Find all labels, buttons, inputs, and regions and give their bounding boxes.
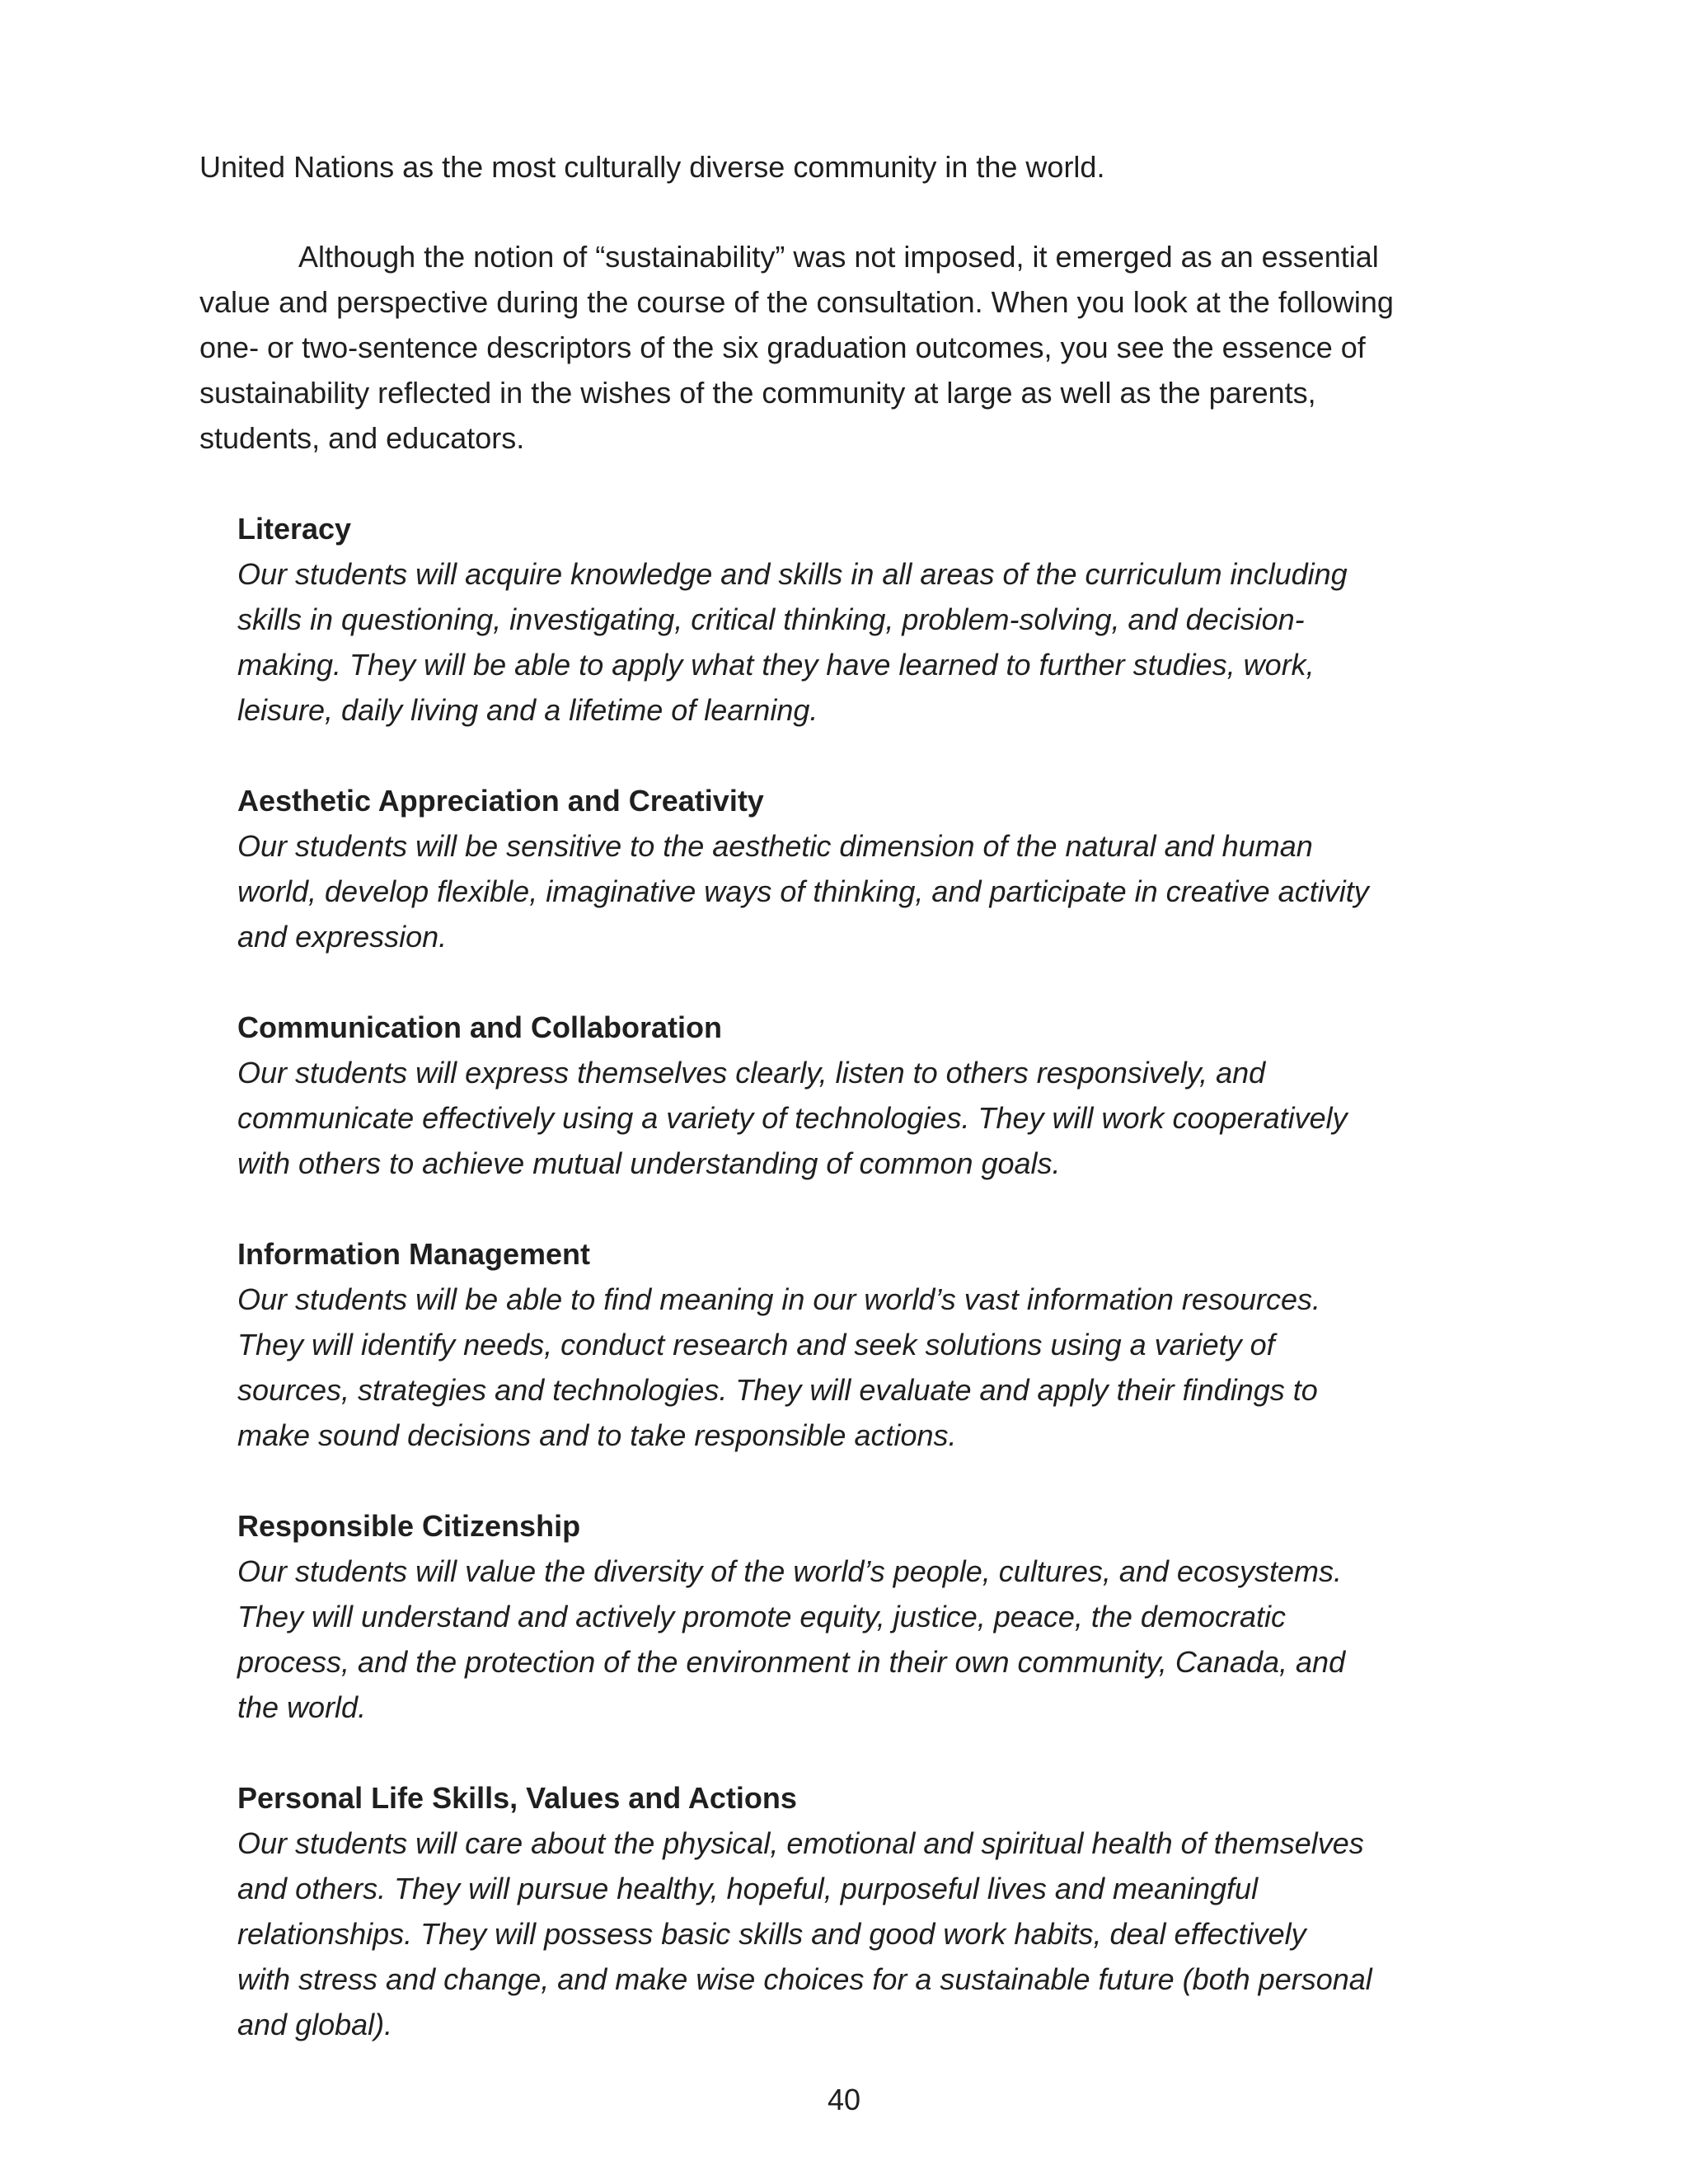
outcome-text-line: Our students will acquire knowledge and skills in all areas of the curriculum including (237, 557, 1348, 591)
outcome-heading: Personal Life Skills, Values and Actions (237, 1781, 797, 1815)
paragraph-line: sustainability reflected in the wishes of the community at large as well as the parents, (199, 376, 1316, 410)
outcome-text-line: sources, strategies and technologies. They will evaluate and apply their findings to (237, 1373, 1318, 1407)
outcome-text-line: communicate effectively using a variety of technologies. They will work cooperatively (237, 1101, 1348, 1135)
outcome-text-line: with stress and change, and make wise choices for a sustainable future (both personal (237, 1962, 1372, 1996)
outcome-text-line: the world. (237, 1690, 367, 1724)
outcome-text-line: making. They will be able to apply what they have learned to further studies, work, (237, 648, 1315, 682)
outcome-text-line: and others. They will pursue healthy, hopeful, purposeful lives and meaningful (237, 1872, 1259, 1905)
outcome-text-line: Our students will care about the physical, emotional and spiritual health of themselves (237, 1826, 1364, 1860)
outcome-text-line: and global). (237, 2008, 393, 2041)
paragraph-line: Although the notion of “sustainability” was not imposed, it emerged as an essential (298, 240, 1379, 274)
paragraph-line: students, and educators. (199, 421, 525, 455)
outcome-text-line: process, and the protection of the environment in their own community, Canada, and (237, 1645, 1346, 1679)
outcome-heading: Literacy (237, 512, 352, 546)
outcome-text-line: world, develop flexible, imaginative ways of thinking, and participate in creative activity (237, 874, 1369, 908)
outcome-text-line: relationships. They will possess basic skills and good work habits, deal effectively (237, 1917, 1306, 1951)
outcome-text-line: make sound decisions and to take responsible actions. (237, 1418, 957, 1452)
outcome-text-line: and expression. (237, 920, 448, 954)
outcome-text-line: Our students will be sensitive to the aesthetic dimension of the natural and human (237, 829, 1313, 863)
outcome-heading: Communication and Collaboration (237, 1010, 723, 1044)
paragraph-line: one- or two-sentence descriptors of the six graduation outcomes, you see the essence of (199, 330, 1366, 364)
paragraph-line: value and perspective during the course of the consultation. When you look at the following (199, 285, 1394, 319)
outcome-text-line: leisure, daily living and a lifetime of learning. (237, 693, 818, 727)
outcome-text-line: They will understand and actively promote equity, justice, peace, the democratic (237, 1600, 1286, 1633)
outcome-text-line: Our students will express themselves clearly, listen to others responsively, and (237, 1056, 1266, 1090)
outcome-text-line: Our students will be able to find meaning in our world’s vast information resources. (237, 1282, 1320, 1316)
intro-line: United Nations as the most culturally diverse community in the world. (199, 150, 1105, 184)
outcome-heading: Information Management (237, 1237, 591, 1271)
outcome-text-line: with others to achieve mutual understanding of common goals. (237, 1146, 1061, 1180)
outcome-text-line: skills in questioning, investigating, critical thinking, problem-solving, and decision- (237, 602, 1305, 636)
page-number: 40 (827, 2083, 861, 2116)
outcome-text-line: Our students will value the diversity of the world’s people, cultures, and ecosystems. (237, 1554, 1342, 1588)
outcome-heading: Responsible Citizenship (237, 1509, 581, 1543)
outcome-text-line: They will identify needs, conduct research and seek solutions using a variety of (237, 1328, 1275, 1361)
outcome-heading: Aesthetic Appreciation and Creativity (237, 784, 764, 818)
